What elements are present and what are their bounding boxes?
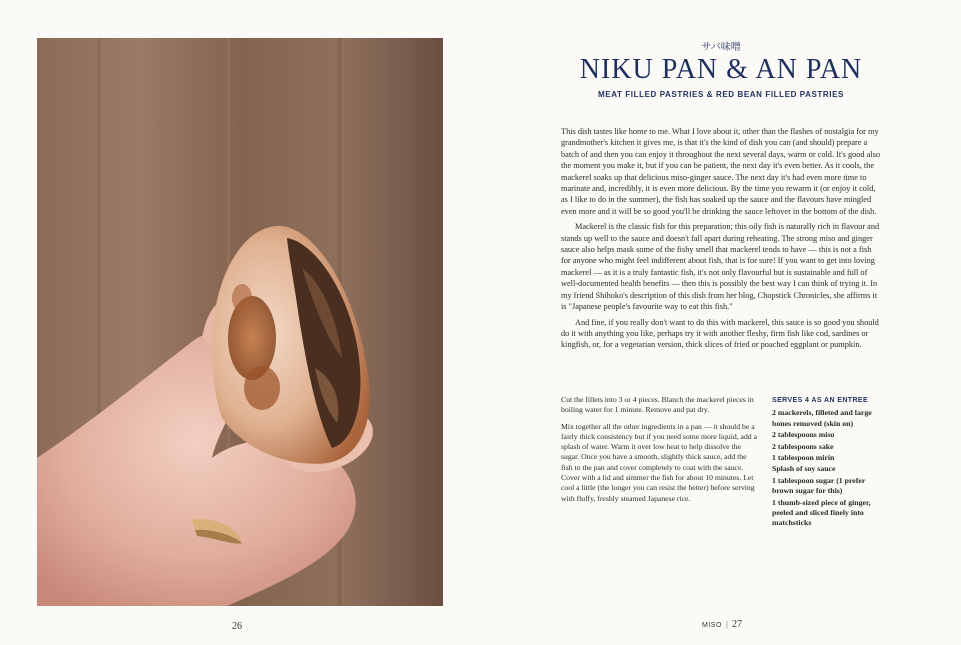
intro-text [561, 126, 881, 355]
intro-paragraph-3: And fine, if you really don't want to do this with mackerel, this sauce is so good you should do it with anything you like, perhaps try it with another fleshy, firm fish like cod, sardines or kingfish, or, for a vegetarian version, thick slices of fried or poached eggplant or pumpkin. [561, 317, 879, 350]
left-page-number: 26 [232, 621, 242, 632]
ingredient-item: 1 thumb-sized piece of ginger, peeled and sliced finely into matchsticks [772, 497, 871, 528]
intro-paragraph-2: Mackerel is the classic fish for this preparation; this oily fish is naturally rich in flavour and stands up well to the sauce and doesn't fall apart during reheating. The strong miso and ginger sauce also helps mask some of the fishy smell that mackerel tends to have — this is not a fish for anyone who might feel indifferent about fish, that is for sure! If you want to get into loving mackerel — as it is a truly fantastic fish, it's not only flavourful but is sustainable and full of well-documented health benefits — then this is possibly the best way I can think of trying it. In my friend Shihoko's description of this dish from her blog, Chopstick Chronicles, she affirms it is "Japanese people's favourite way to eat this fish." [561, 222, 880, 312]
right-page-footer [702, 619, 742, 630]
footer-separator: | [725, 620, 728, 629]
japanese-title: サバ味噌 [701, 42, 741, 53]
ingredient-item: 2 mackerels, filleted and large bones removed (skin on) [772, 408, 872, 428]
method-step-2: Mix together all the other ingredients in a pan — it should be a fairly thick consistency but if you need some more liquid, add a splash of water. Warm it over low heat to help dissolve the sugar. Once you have a smooth, slightly thick sauce, add the fish to the pan and cover completely to coat with the sauce. Cover with a lid and simmer the fish for about 10 minutes. Let cool a little (the longer you can resist the better) before serving with fluffy, freshly steamed Japanese rice. [561, 421, 757, 503]
food-photo [37, 38, 443, 606]
recipe-subtitle: MEAT FILLED PASTRIES & RED BEAN FILLED PASTRIES [598, 90, 844, 99]
right-page-number: 27 [731, 619, 742, 630]
serves-heading: SERVES 4 AS AN ENTREE [772, 397, 869, 404]
intro-paragraph-1: This dish tastes like home to me. What I love about it, other than the flashes of nostalgia for my grandmother's kitchen it gives me, is that it's the kind of dish you can (and should) prepare a batch of and then you can enjoy it throughout the next several days, warm or cold. It's good also the moment you make it, but if you can be patient, the next day it's even better. As it cools, the mackerel soaks up that delicious miso-ginger sauce. The next day it's had even more time to marinate and, incredibly, it is even more delicious. By the time you rewarm it (or enjoy it cold, as I like to do in the summer), the fish has soaked up the sauce and the flavours have mingled even more and it will be so good you'll be drinking the sauce leftover in the bottom of the dish. [561, 127, 881, 216]
ingredients-section [772, 396, 884, 530]
method-section [561, 395, 757, 510]
photo-illustration [37, 38, 443, 606]
ingredient-item: 2 tablespoons miso [772, 430, 835, 440]
ingredient-item: Splash of soy sauce [772, 464, 836, 474]
ingredient-item: 2 tablespoons sake [772, 441, 834, 451]
ingredient-list [772, 408, 884, 528]
ingredient-item: 1 tablespoon sugar (1 prefer brown sugar for this) [772, 475, 866, 496]
ingredient-item: 1 tablespoon mirin [772, 453, 835, 463]
section-name: MISO [702, 622, 722, 629]
recipe-title: NIKU PAN & AN PAN [579, 54, 863, 85]
method-step-1: Cut the fillets into 3 or 4 pieces. Blanch the mackerel pieces in boiling water for 1 minute. Remove and pat dry. [561, 395, 754, 415]
